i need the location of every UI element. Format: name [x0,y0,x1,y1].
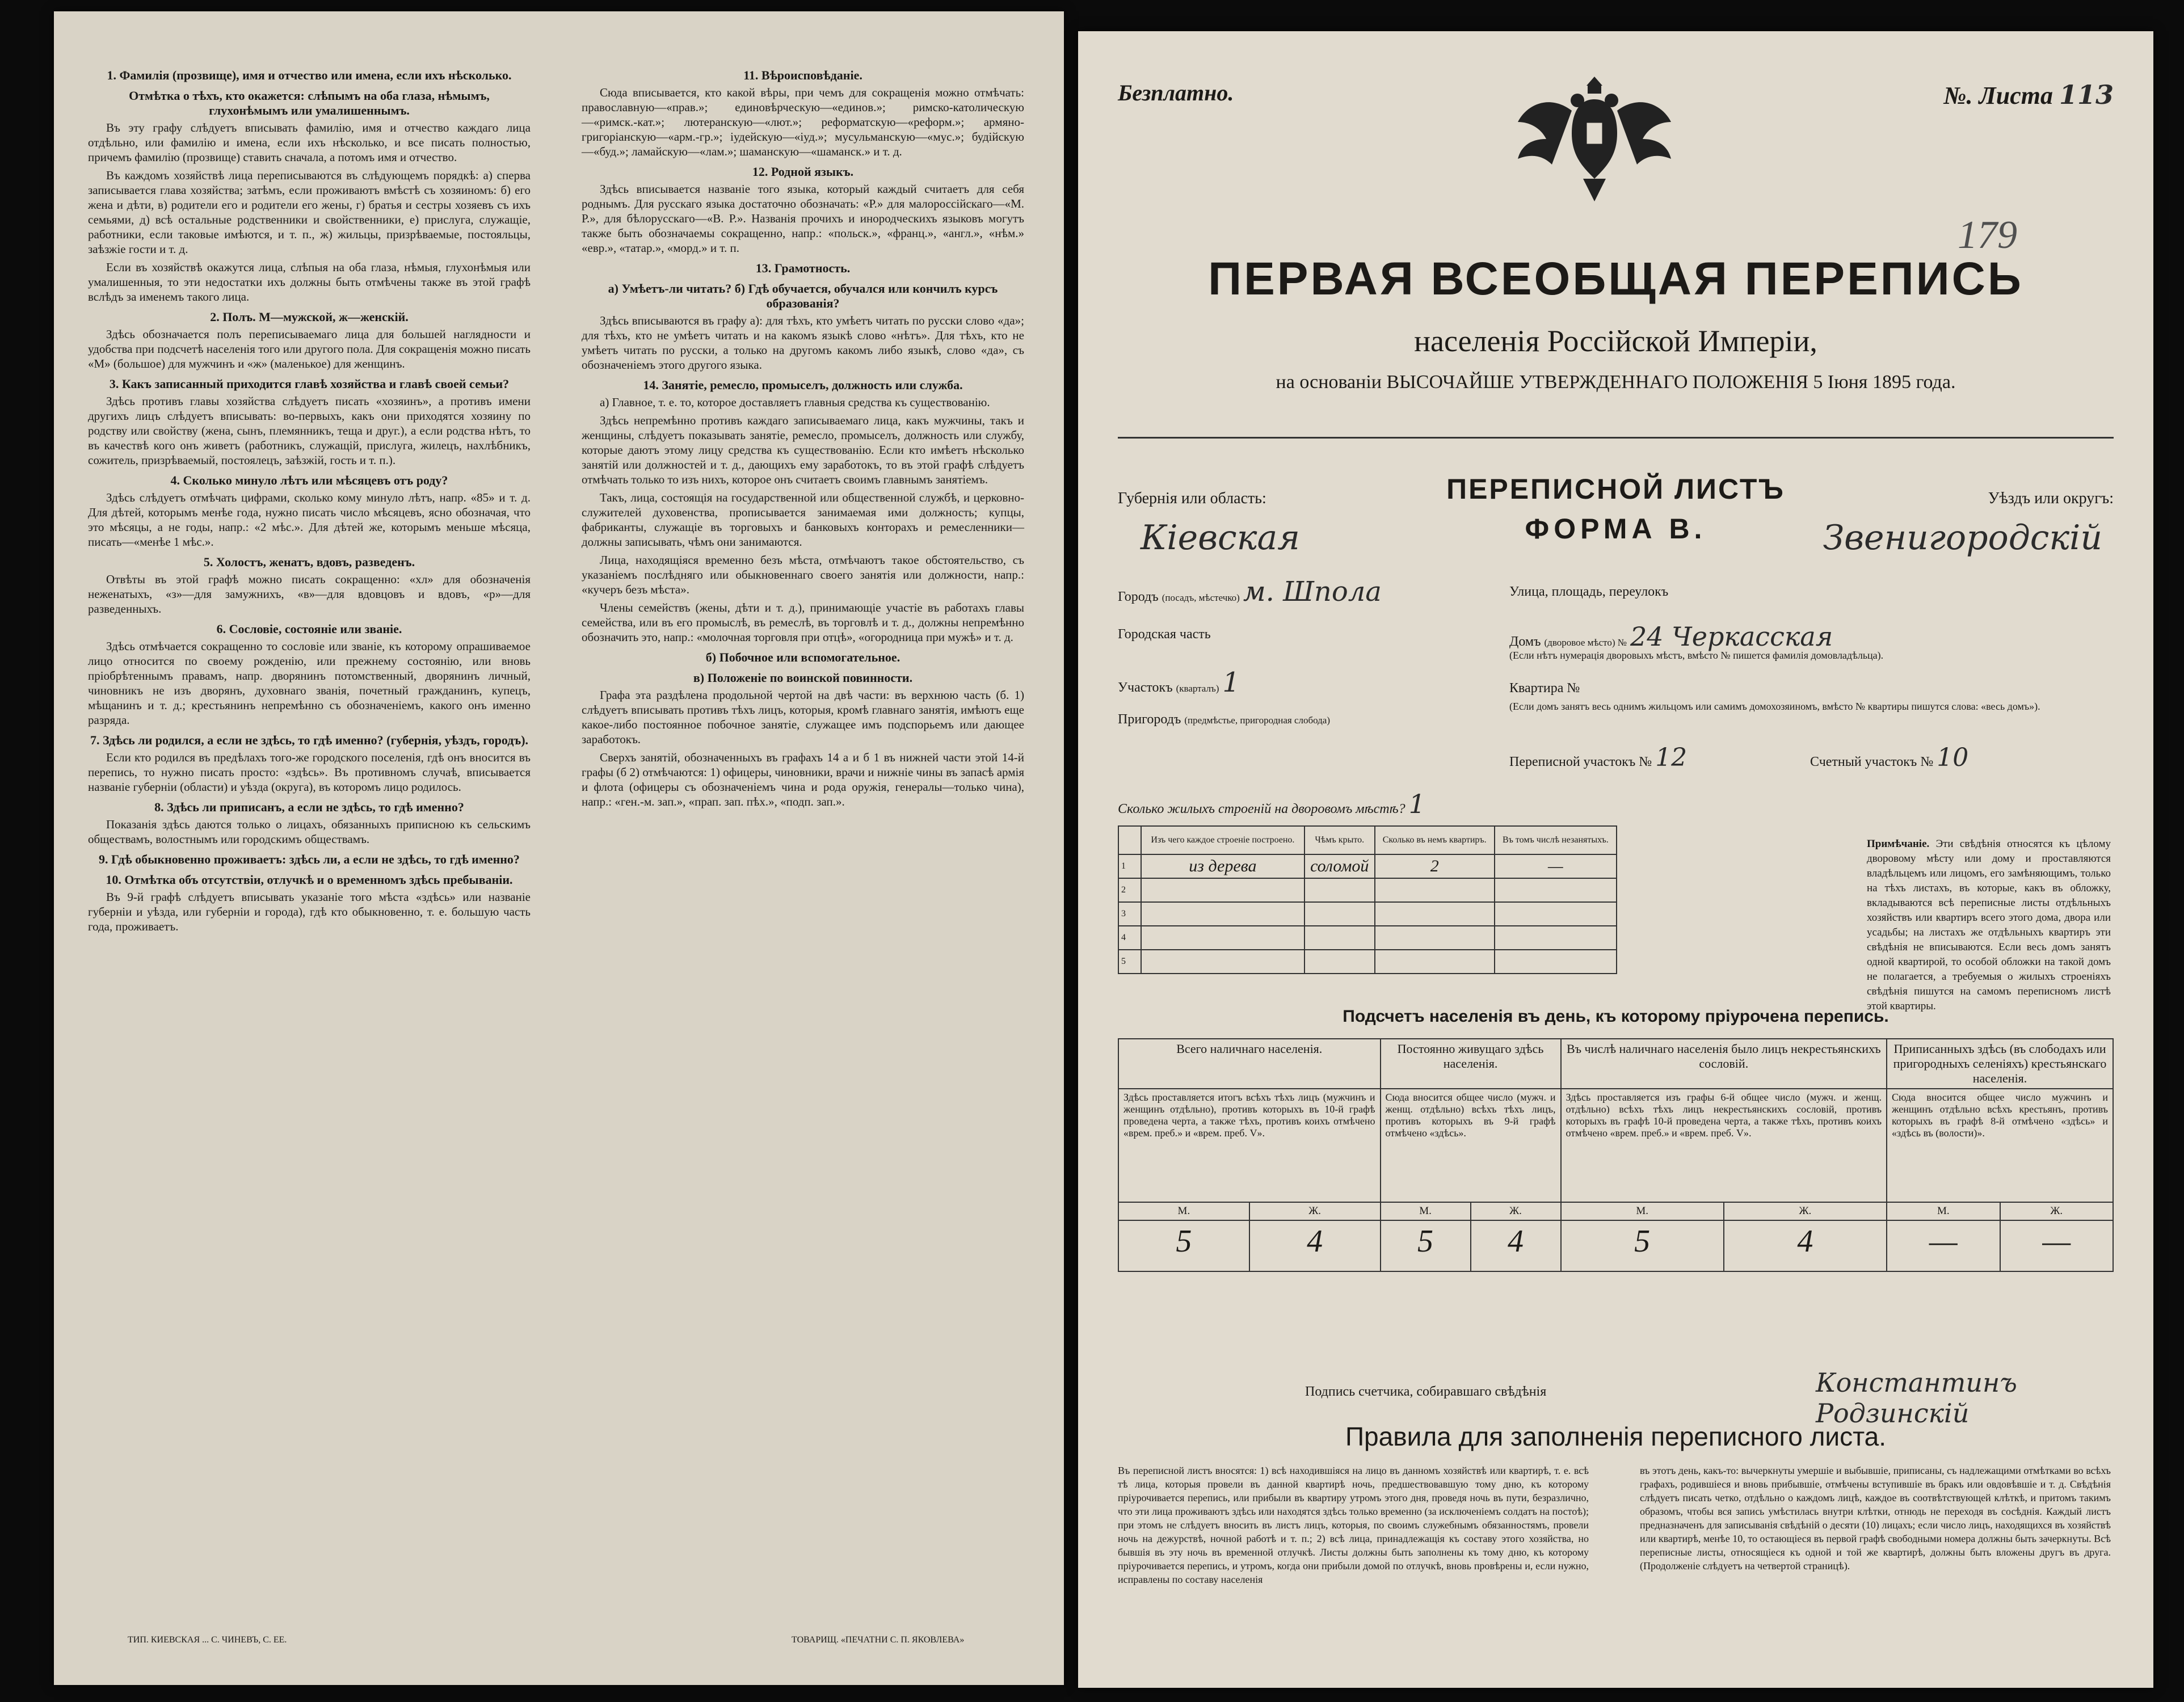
house-field: Домъ (дворовое мѣсто) № 24 Черкасская [1509,621,1833,652]
prigorod-field: Пригородъ (предмѣстье, пригородная слобода) [1118,712,1331,727]
section-heading: в) Положеніе по воинской повинности. [693,671,913,685]
count-total-m: 5 [1118,1220,1249,1271]
section-heading: 11. Вѣроисповѣданіе. [743,68,862,82]
double-headed-eagle-emblem [1509,65,1680,213]
free-label: Безплатно. [1118,80,1234,106]
buildings-cell-roof [1304,878,1375,902]
census-form-page [1078,31,2153,1688]
buildings-cell-free [1495,878,1617,902]
uchastok-field: Участокъ (кварталъ) 1 [1118,667,1240,698]
pencil-archive-number: 179 [1958,213,2017,257]
section-heading: 4. Сколько минуло лѣтъ или мѣсяцевъ отъ роду? [170,473,448,487]
buildings-cell-n: 2 [1118,878,1141,902]
section-heading: 3. Какъ записанный приходится главѣ хозяйства и главѣ своей семьи? [109,377,510,391]
buildings-cell-kv: 2 [1375,854,1495,878]
count-non-peasant-m: 5 [1561,1220,1724,1271]
instruction-paragraph: Такъ, лица, состоящія на государственной или общественной службѣ, и церковно-служителей духовенства, прописывается занимаемая ими должность; купцы, фабриканты, служащіе въ торговыхъ и банковыхъ конторахъ и ремесленники—должны записывать, чѣмъ они занимаются. [582,491,1024,549]
location-block [1118,437,2114,558]
rules-column-right: въ этотъ день, какъ-то: вычеркнуты умершіе и выбывшіе, приписаны, съ надлежащими отмѣтками во всѣхъ графахъ, родившіеся и вновь прибывшіе, отмѣчены вступившіе въ бракъ или овдовѣвшіе и т. д. Свѣдѣнія слѣдуетъ писать четко, отдѣльно о каждомъ лицѣ, каждое въ соотвѣтствующей клѣткѣ, и притомъ такимъ образомъ, чтобы вся запись умѣстилась внутри клѣтки, отнюдь не переходя въ сосѣднія. Каждый листъ предназначенъ для записыванія свѣдѣній о десяти (10) лицахъ; если число лицъ, находящихся въ хозяйствѣ или квартирѣ, менѣе 10, то остающіеся въ первой графѣ свободными номера должны быть зачеркнуты. Всѣ переписные листы, относящіеся къ одной и той же квартирѣ, должны быть вложены другъ въ друга. (Продолженіе слѣдуетъ на четвертой страницѣ). [1640,1465,2111,1572]
instruction-paragraph: Въ каждомъ хозяйствѣ лица переписываются въ слѣдующемъ порядкѣ: а) сперва записывается глава хозяйства; затѣмъ, если проживаютъ вмѣстѣ съ хозяиномъ: б) его жена и дѣти, в) родители его и родители его жены, г) братья и сестры хозяевъ съ ихъ семьями, д) всѣ остальные родственники и свойственники, е) прислуга, служащіе, работники, если таковые имѣются, и т. п., ж) жильцы, призрѣваемые, постояльцы, заѣзжіе гости и т. д. [88,168,531,256]
enumerator-signature: Константинъ Родзинскій [1816,1367,2017,1429]
instruction-paragraph: Здѣсь непремѣнно противъ каждаго записываемаго лица, какъ мужчины, такъ и женщины, слѣдуетъ показывать занятіе, ремесло, промыселъ, должность или службу, которые даютъ этому лицу средства къ существованію. Если кто имѣетъ нѣсколько занятій или должностей и т. д., дающихъ ему заработокъ, то въ этой графѣ слѣдуетъ отмѣчать только то изъ нихъ, которое онъ считаетъ своимъ главнымъ занятіемъ. [582,414,1024,486]
count-col-non-peasant: Въ числѣ наличнаго населенія было лицъ некрестьянскихъ сословій. [1561,1039,1887,1089]
house-value: 24 Черкасская [1630,621,1833,652]
census-subtitle: населенія Россійской Имперіи, [1414,324,1817,358]
buildings-col-roof: Чѣмъ крыто. [1304,826,1375,854]
count-col-permanent: Постоянно живущаго здѣсь населенія. [1381,1039,1561,1089]
form-letter: ФОРМА В. [1525,513,1707,545]
printer-mark-right: ТОВАРИЩ. «ПЕЧАТНИ С. П. ЯКОВЛЕВА» [792,1635,965,1645]
buildings-cell-mat [1141,878,1304,902]
instruction-paragraph: Здѣсь отмѣчается сокращенно то сословіе или званіе, къ которому опрашиваемое лицо относится по своему рожденію, или прежнему состоянію, или вновь пріобрѣтеннымъ правамъ, напр. дворянинъ потомственный, дворянинъ личный, чиновникъ не изъ дворянъ, духовнаго званія, почетный гражданинъ, купецъ, мѣщанинъ и т. д.; крестьянинъ непремѣнно съ обозначеніемъ, какого онъ именно разряда. [88,639,531,727]
instruction-paragraph: а) Главное, т. е. то, которое доставляетъ главныя средства къ существованію. [600,395,990,409]
buildings-note: Примѣчаніе. Эти свѣдѣнія относятся къ цѣлому дворовому мѣсту или дому и проставляются владѣльцемъ или лицомъ, его замѣняющимъ, только на тѣхъ листахъ, въ которые, какъ въ обложку, вкладываются всѣ переписные листы отдѣльныхъ хозяйствъ или квартиръ всего этого дома, двора или усадьбы; на листахъ же отдѣльныхъ квартиръ эти свѣдѣнія не вписываются. Если весь домъ занятъ одной квартирой, то особой обложки на такой домъ не полагается, а требуемыя о жилыхъ строеніяхъ свѣдѣнія пишутся на самомъ переписномъ листѣ этой квартиры. [1867,838,2111,1012]
left-instructions-page [54,11,1064,1685]
census-title: ПЕРВАЯ ВСЕОБЩАЯ ПЕРЕПИСЬ [1208,253,2023,305]
enumerator-signature-label: Подпись счетчика, собиравшаго свѣдѣнія [1305,1384,1547,1399]
buildings-cell-kv [1375,950,1495,974]
buildings-col-vacant: Въ томъ числѣ незанятыхъ. [1495,826,1617,854]
gubernia-value: Кіевская [1141,518,1300,558]
apartment-field: Квартира № [1509,681,1580,696]
buildings-row [1118,878,1617,902]
instruction-paragraph: Графа эта раздѣлена продольной чертой на двѣ части: въ верхнюю часть (б. 1) слѣдуетъ вписывать противъ тѣхъ лицъ, которыя, кромѣ главнаго занятія, имѣютъ еще какое-либо постоянное побочное занятіе, служащее имъ подспорьемъ или дающее заработокъ. [582,688,1024,746]
buildings-row [1118,902,1617,926]
instruction-paragraph: Здѣсь противъ главы хозяйства слѣдуетъ писать «хозяинъ», а противъ имени другихъ лицъ слѣдуетъ вписывать: во-первыхъ, какъ они приходятся хозяину по родству или свойству (жена, сынъ, племянникъ, теща и друг.), а если родства нѣтъ, то въ качествѣ кого онъ живетъ (работникъ, служащій, прислуга, жилецъ, нахлѣбникъ, сожитель, призрѣваемый, постоялецъ, заѣзжій, гость и т. п.). [88,394,531,467]
buildings-cell-free [1495,950,1617,974]
uchastok-value: 1 [1222,667,1240,698]
city-value: м. Шпола [1243,576,1382,608]
instruction-paragraph: Если кто родился въ предѣлахъ того-же городского поселенія, гдѣ онъ вносится въ перепись, то нужно писать просто: «здѣсь». Въ противномъ случаѣ, вписывается названіе губерніи (области) и уѣзда (округа), въ которомъ лицо родилось. [88,751,531,794]
section-heading: 9. Гдѣ обыкновенно проживаетъ: здѣсь ли, а если не здѣсь, то гдѣ именно? [99,852,520,866]
buildings-cell-roof: соломой [1304,854,1375,878]
count-col-peasant: Приписанныхъ здѣсь (въ слободахъ или пригородныхъ селеніяхъ) крестьянскаго населенія. [1887,1039,2113,1089]
count-non-peasant-f: 4 [1724,1220,1887,1271]
section-heading: 7. Здѣсь ли родился, а если не здѣсь, то гдѣ именно? (губернія, уѣздъ, городъ). [90,733,529,747]
instruction-paragraph: Въ эту графу слѣдуетъ вписывать фамилію, имя и отчество каждаго лица отдѣльно, или фамилію и имена, если ихъ нѣсколько, и все писать полностью, причемъ фамилію (прозвище) ставить сначала, а потомъ имя и отчество. [88,121,531,164]
form-title: ПЕРЕПИСНОЙ ЛИСТЪ [1446,473,1785,505]
uezd-label: Уѣздъ или округъ: [1988,490,2114,507]
buildings-cell-n: 1 [1118,854,1141,878]
buildings-cell-mat: из дерева [1141,854,1304,878]
count-col-total: Всего наличнаго населенія. [1118,1039,1381,1089]
instruction-paragraph: Члены семействъ (жены, дѣти и т. д.), принимающіе участіе въ работахъ главы семейства, или въ его промыслѣ, въ ремеслѣ, въ торговлѣ и т. д., должны непремѣнно обозначить это, напр.: «молочная торговля при отцѣ», «огородница при мужѣ» и т. д. [582,601,1024,644]
buildings-count-field: Сколько жилыхъ строеній на дворовомъ мѣстѣ? 1 [1118,789,1425,819]
buildings-col-apartments: Сколько въ немъ квартиръ. [1375,826,1495,854]
count-permanent-m: 5 [1381,1220,1471,1271]
printer-mark-left: ТИП. КИЕВСКАЯ ... С. ЧИНЕВЪ, С. ЕЕ. [128,1635,287,1645]
section-heading: 2. Полъ. М—мужской, ж—женскій. [210,310,409,324]
apartment-hint: (Если домъ занятъ весь однимъ жильцомъ или самимъ домохозяиномъ, вмѣсто № квартиры пишутся слова: «весь домъ»). [1509,701,2040,712]
instruction-paragraph: Здѣсь обозначается полъ переписываемаго лица для большей наглядности и удобства при подсчетѣ населенія того или другого пола. Для сокращенія можно писать «М» (большое) для мужчинъ и «ж» (маленькое) для женщинъ. [88,327,531,370]
buildings-cell-free [1495,902,1617,926]
section-heading: 10. Отмѣтка объ отсутствіи, отлучкѣ и о временномъ здѣсь пребываніи. [106,873,513,887]
buildings-cell-kv [1375,902,1495,926]
section-heading: б) Побочное или вспомогательное. [705,650,900,664]
census-district-field: Переписной участокъ № 12 [1509,743,1688,772]
buildings-cell-kv [1375,926,1495,950]
counting-district-value: 10 [1937,743,1969,772]
buildings-cell-mat [1141,926,1304,950]
buildings-count-value: 1 [1408,789,1425,819]
rules-title: Правила для заполненія переписного листа. [1345,1422,1887,1451]
section-heading: 6. Сословіе, состояніе или званіе. [216,622,402,636]
rules-column-left: Въ переписной листъ вносятся: 1) всѣ находившіяся на лицо въ данномъ хозяйствѣ или квартирѣ, т. е. всѣ тѣ лица, которыя провели въ данной квартирѣ ночь, предшествовавшую тому дню, къ которому пріурочивается перепись, или прибыли въ квартиру утромъ этого дня, проведя ночь въ пути, безразлично, что эти лица проживаютъ здѣсь или находятся здѣсь только временно (за исключеніемъ солдатъ на постоѣ); при этомъ не слѣдуетъ вносить въ листъ лицъ, которыя, по своимъ служебнымъ обязанностямъ, провели ночь на дежурствѣ, ночной работѣ и т. п.; 2) всѣ лица, принадлежащія къ составу этого хозяйства, но бывшія въ эту ночь въ временной отлучкѣ. Листы должны быть заполнены къ тому дню, къ которому пріурочивается перепись, и утромъ, когда они прибыли домой по отлучкѣ, вновь провѣрены и, если нужно, исправлены по составу населенія [1118,1465,1589,1585]
counting-district-field: Счетный участокъ № 10 [1810,743,1969,772]
buildings-cell-kv [1375,878,1495,902]
buildings-col-material: Изъ чего каждое строеніе построено. [1141,826,1304,854]
buildings-cell-roof [1304,950,1375,974]
buildings-cell-n: 3 [1118,902,1141,926]
street-field: Улица, площадь, переулокъ [1509,584,1669,599]
instruction-paragraph: Сверхъ занятій, обозначенныхъ въ графахъ 14 а и б 1 въ нижней части этой 14-й графы (б 2) отмѣчаются: 1) офицеры, чиновники, врачи и нижніе чины въ запасѣ армія и флота (офицеры съ обозначеніемъ чина и рода оружія, генералы—только чина), напр.: «ген.-м. зап.», «прап. зап. пѣх.», «подп. зап.». [582,751,1024,808]
population-count-title: Подсчетъ населенія въ день, къ которому пріурочена перепись. [1343,1007,1889,1026]
city-part-field: Городская часть [1118,627,1211,642]
buildings-table [1118,825,1617,974]
instructions-column-2 [582,62,1024,812]
census-district-value: 12 [1655,743,1688,772]
buildings-row [1118,926,1617,950]
instruction-paragraph: Въ 9-й графѣ слѣдуетъ вписывать указаніе того мѣста «здѣсь» или названіе губерніи и уѣзда, или губерніи и города), гдѣ кто обыкновенно, т. е. большую часть года, проживаетъ. [88,890,531,933]
instruction-paragraph: Лица, находящіяся временно безъ мѣста, отмѣчаютъ такое обстоятельство, съ указаніемъ послѣдняго или обыкновеннаго своего занятія или должности, напр.: «кучеръ безъ мѣста». [582,553,1024,596]
gubernia-label: Губернія или область: [1118,490,1266,507]
buildings-cell-free [1495,926,1617,950]
count-peasant-f: — [2000,1220,2114,1271]
section-heading: 13. Грамотность. [755,261,851,275]
sheet-number: №. Листа 113 [1943,79,2114,110]
buildings-cell-n: 4 [1118,926,1141,950]
buildings-cell-mat [1141,902,1304,926]
buildings-cell-roof [1304,926,1375,950]
count-peasant-m: — [1887,1220,2000,1271]
section-heading: а) Умѣетъ-ли читать? б) Гдѣ обучается, обучался или кончилъ курсъ образованія? [608,281,998,310]
sheet-number-value: 113 [2059,79,2114,110]
buildings-cell-n: 5 [1118,950,1141,974]
instruction-paragraph: Здѣсь вписываются въ графу а): для тѣхъ, кто умѣетъ читать по русски слово «да»; для тѣхъ, кто не умѣетъ читать и на какомъ языкѣ слово «нѣтъ». Для тѣхъ, кто не умѣетъ читать по русски, а только на другомъ какомъ либо языкѣ, слово «да», съ обозначеніемъ этого другого языка. [582,314,1024,372]
buildings-cell-free: — [1495,854,1617,878]
section-heading: Отмѣтка о тѣхъ, кто окажется: слѣпымъ на оба глаза, нѣмымъ, глухонѣмымъ или умалишеннымъ. [129,89,490,117]
instruction-paragraph: Сюда вписывается, кто какой вѣры, при чемъ для сокращенія можно отмѣчать: православную—«прав.»; единовѣрческую—«единов.»; римско-католическую—«римск.-кат.»; лютеранскую—«лют.»; реформатскую—«реформ.»; армяно-григоріанскую—«арм.-гр.»; іудейскую—«іуд.»; мусульманскую—«мус.»; будійскую—«буд.»; ламайскую—«лам.»; шаманскую—«шаманск.» и т. д. [582,86,1024,158]
buildings-cell-roof [1304,902,1375,926]
buildings-row [1118,854,1617,878]
instruction-paragraph: Здѣсь слѣдуетъ отмѣчать цифрами, сколько кому минуло лѣтъ, напр. «85» и т. д. Для дѣтей, которымъ менѣе года, нужно писать число мѣсяцевъ, ясно обозначая, что это мѣсяцы, а не годы, напр.: «2 мѣс.». Для дѣтей же, которымъ меньше мѣсяца, писать—«менѣе 1 мѣс.». [88,491,531,549]
instruction-paragraph: Показанія здѣсь даются только о лицахъ, обязанныхъ приписною къ сельскимъ обществамъ, волостнымъ или городскимъ обществамъ. [88,818,531,846]
instruction-paragraph: Здѣсь вписывается названіе того языка, который каждый считаетъ для себя роднымъ. Для русскаго языка достаточно обозначать: «Р.» для малороссійскаго—«М. Р.», для бѣлорусскаго—«В. Р.». Названія прочихъ и инородческихъ языковъ могутъ также быть обозначаемы сокращенно, напр.: «польск.», «франц.», «англ.», «нѣм.» «евр.», «татар.», «морд.» и т. п. [582,182,1024,255]
census-legal-basis: на основаніи ВЫСОЧАЙШЕ УТВЕРЖДЕННАГО ПОЛОЖЕНІЯ 5 Іюня 1895 года. [1276,372,1956,393]
section-heading: 5. Холостъ, женатъ, вдовъ, разведенъ. [203,555,415,569]
buildings-row [1118,950,1617,974]
instructions-column-1 [88,62,531,937]
section-heading: 1. Фамилія (прозвище), имя и отчество или имена, если ихъ нѣсколько. [107,68,512,82]
city-field: Городъ (посадъ, мѣстечко) м. Шпола [1118,576,1382,608]
population-count-table: Всего наличнаго населенія. Постоянно живущаго здѣсь населенія. Въ числѣ наличнаго населенія было лицъ некрестьянскихъ сословій. Приписанныхъ здѣсь (въ слободахъ или пригородныхъ селеніяхъ) крестьянскаго населенія. Здѣсь проставляется итогъ всѣхъ тѣхъ лицъ (мужчинъ и женщинъ отдѣльно), противъ которыхъ въ 10-й графѣ проведена черта, а также тѣхъ, противъ коихъ отмѣчено «врем. преб.» и «врем. преб. V». Сюда вносится общее число (мужч. и женщ. отдѣльно) всѣхъ тѣхъ лицъ, противъ которыхъ въ 9-й графѣ отмѣчено «здѣсь». Здѣсь проставляется изъ графы 6-й общее число (мужч. и женщ. отдѣльно) всѣхъ тѣхъ лицъ некрестьянскихъ сословій, противъ которыхъ въ графѣ 10-й проведена черта, а также тѣхъ, противъ коихъ отмѣчено «врем. преб.» и «врем. преб. V». Сюда вносится общее число мужчинъ и женщинъ отдѣльно всѣхъ крестьянъ, противъ которыхъ въ графѣ 8-й отмѣчено «здѣсь» и «здѣсь въ (волости)». М. Ж. М. Ж. М. Ж. М. Ж. 5 4 5 4 5 4 — — [1118,1038,2114,1272]
house-hint: (Если нѣтъ нумерація дворовыхъ мѣстъ, вмѣсто № пишется фамилія домовладѣльца). [1509,650,1884,661]
count-total-f: 4 [1249,1220,1381,1271]
section-heading: 8. Здѣсь ли приписанъ, а если не здѣсь, то гдѣ именно? [154,800,464,814]
uezd-value: Звенигородскій [1823,518,2102,558]
instruction-paragraph: Отвѣты въ этой графѣ можно писать сокращенно: «хл» для обозначенія неженатыхъ, «з»—для замужнихъ, «в»—для вдовцовъ и вдовъ, «р»—для разведенныхъ. [88,572,531,616]
instruction-paragraph: Если въ хозяйствѣ окажутся лица, слѣпыя на оба глаза, нѣмыя, глухонѣмыя или умалишенныя, то эти недостатки ихъ должны быть отмѣчены также въ этой графѣ вслѣдъ за именемъ такого лица. [88,260,531,304]
section-heading: 12. Родной языкъ. [752,165,854,179]
count-permanent-f: 4 [1471,1220,1561,1271]
section-heading: 14. Занятіе, ремесло, промыселъ, должность или служба. [643,378,963,392]
buildings-cell-mat [1141,950,1304,974]
